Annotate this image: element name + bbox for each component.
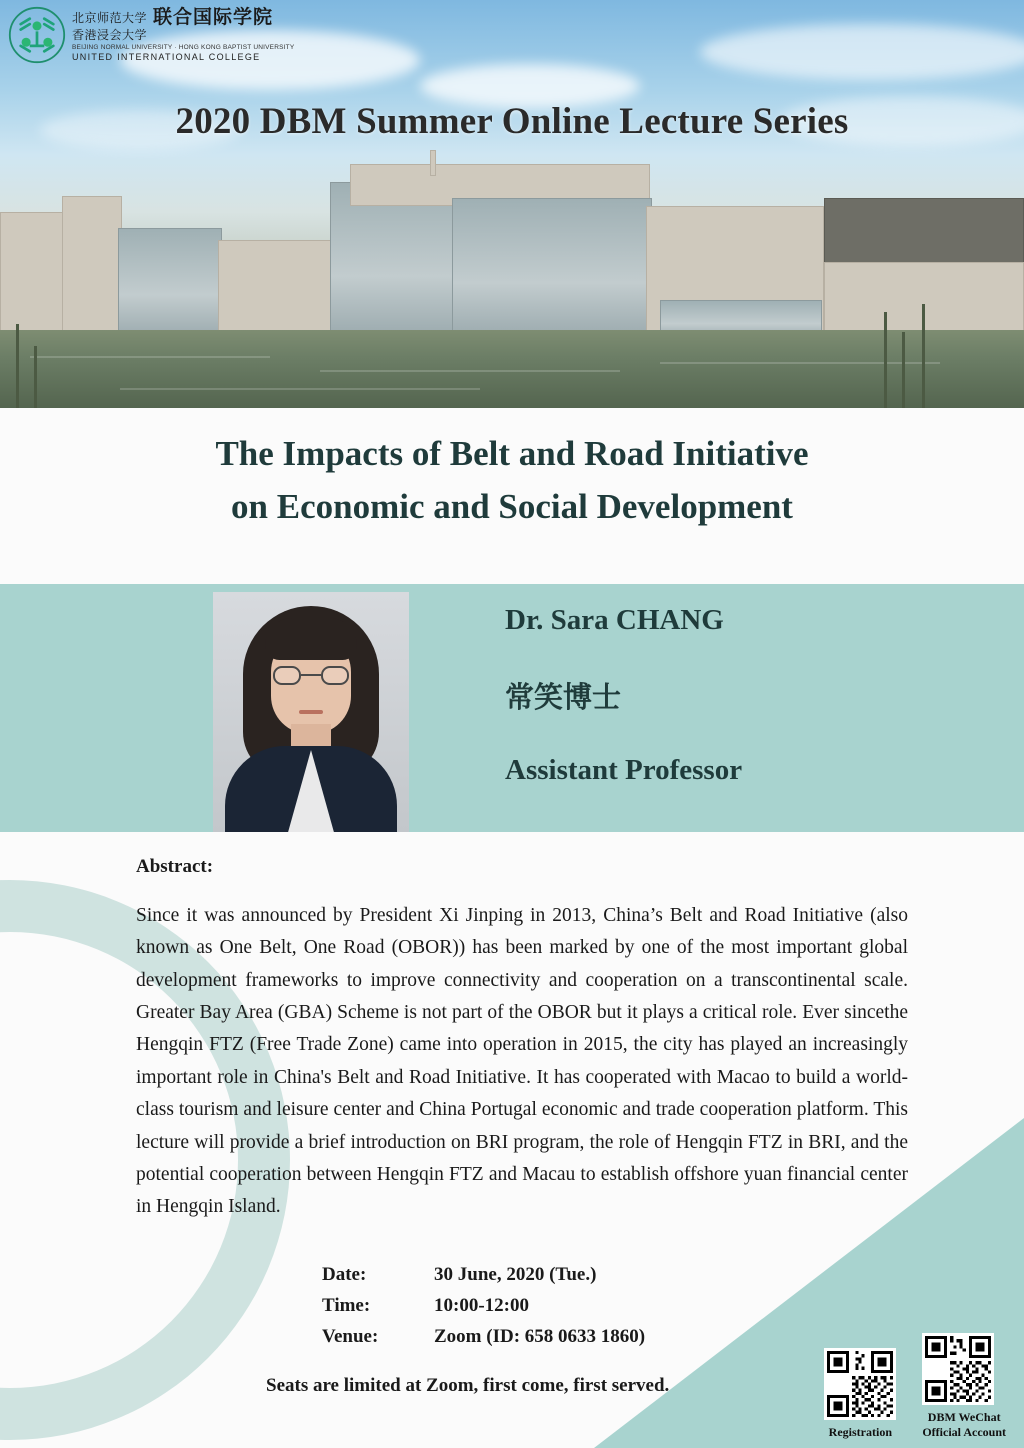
time-value: 10:00-12:00 bbox=[434, 1295, 529, 1316]
reed-plant bbox=[902, 332, 905, 408]
reed-plant bbox=[34, 346, 37, 408]
logo-cn-line2: 香港浸会大学 bbox=[72, 27, 148, 42]
qr-wechat-svg bbox=[925, 1336, 991, 1402]
venue-label: Venue: bbox=[322, 1326, 379, 1347]
uic-logo-text bbox=[72, 7, 294, 62]
portrait-fringe bbox=[265, 618, 357, 660]
speaker-info bbox=[505, 604, 742, 787]
reed-plant bbox=[922, 304, 925, 408]
antenna-shape bbox=[430, 150, 436, 176]
qr-wechat-image[interactable] bbox=[922, 1333, 994, 1405]
detail-row-date bbox=[322, 1264, 645, 1286]
glasses-right-lens bbox=[321, 666, 349, 685]
qr-wechat-label bbox=[922, 1410, 1006, 1440]
abstract-text: Since it was announced by President Xi Jinping in 2013, China’s Belt and Road Initiative (also known as One Belt, One Road (OBOR)) has been marked by one of the most important global development frameworks to improve connectivity and cooperation on a transcontinental scale. Greater Bay Area (GBA) Scheme is not part of the OBOR but it plays a critical role. Ever sincethe Hengqin FTZ (Free Trade Zone) came into operation in 2015, the city has played an increasingly important role in China's Belt and Road Initiative. It has cooperated with Macao to build a world-class tourism and leisure center and China Portugal economic and trade cooperation platform. This lecture will provide a brief introduction on BRI program, the role of Hengqin FTZ in BRI, and the potential cooperation between Hengqin FTZ and Macau to establish offshore yuan financial center in Hengqin Island. bbox=[136, 905, 908, 1218]
cloud-shape bbox=[700, 24, 1024, 80]
lecture-title-line2: on Economic and Social Development bbox=[231, 486, 793, 526]
water-ripple bbox=[660, 362, 940, 364]
glasses-left-lens bbox=[273, 666, 301, 685]
qr-wechat-label-line1: DBM WeChat bbox=[927, 1410, 1001, 1424]
qr-registration-image[interactable] bbox=[824, 1348, 896, 1420]
time-label: Time: bbox=[322, 1295, 371, 1316]
building-block bbox=[118, 228, 222, 340]
water-ripple bbox=[320, 370, 620, 372]
lake-water bbox=[0, 330, 1024, 408]
reed-plant bbox=[884, 312, 887, 408]
reed-plant bbox=[16, 324, 19, 408]
qr-registration[interactable] bbox=[824, 1348, 896, 1440]
abstract-section bbox=[136, 856, 908, 1224]
venue-value: Zoom (ID: 658 0633 1860) bbox=[434, 1326, 646, 1347]
qr-code-area bbox=[824, 1333, 1006, 1440]
qr-wechat-label-line2: Official Account bbox=[922, 1425, 1006, 1439]
water-ripple bbox=[30, 356, 270, 358]
event-details bbox=[322, 1264, 645, 1357]
logo-en-line2: UNITED INTERNATIONAL COLLEGE bbox=[72, 52, 261, 63]
building-block bbox=[62, 196, 122, 340]
detail-row-time bbox=[322, 1295, 645, 1317]
logo-en-line1: BEIJING NORMAL UNIVERSITY · HONG KONG BAPTIST UNIVERSITY bbox=[72, 44, 295, 52]
speaker-name-cn: 常笑博士 bbox=[505, 682, 622, 714]
abstract-label: Abstract: bbox=[136, 856, 214, 877]
logo-cn-big: 联合国际学院 bbox=[153, 7, 274, 29]
building-block bbox=[0, 212, 66, 340]
series-title: 2020 DBM Summer Online Lecture Series bbox=[175, 101, 849, 142]
speaker-name-en: Dr. Sara CHANG bbox=[505, 604, 724, 636]
logo-cn-line1: 北京师范大学 bbox=[72, 11, 148, 26]
detail-row-venue bbox=[322, 1326, 645, 1348]
date-value: 30 June, 2020 (Tue.) bbox=[434, 1264, 597, 1285]
water-ripple bbox=[120, 388, 480, 390]
building-block bbox=[218, 240, 336, 340]
seats-notice: Seats are limited at Zoom, first come, first served. bbox=[266, 1375, 670, 1396]
speaker-portrait bbox=[213, 592, 409, 832]
building-block bbox=[452, 198, 652, 340]
building-block bbox=[824, 198, 1024, 268]
qr-registration-svg bbox=[827, 1351, 893, 1417]
qr-registration-label: Registration bbox=[828, 1425, 892, 1439]
uic-logo bbox=[8, 6, 294, 64]
qr-wechat[interactable] bbox=[922, 1333, 1006, 1440]
lecture-title-line1: The Impacts of Belt and Road Initiative bbox=[215, 434, 809, 473]
uic-logo-mark bbox=[8, 6, 66, 64]
portrait-mouth bbox=[299, 710, 323, 714]
glasses-bridge bbox=[301, 674, 321, 676]
lecture-title bbox=[0, 428, 1024, 533]
date-label: Date: bbox=[322, 1264, 367, 1285]
speaker-title: Assistant Professor bbox=[505, 754, 743, 786]
